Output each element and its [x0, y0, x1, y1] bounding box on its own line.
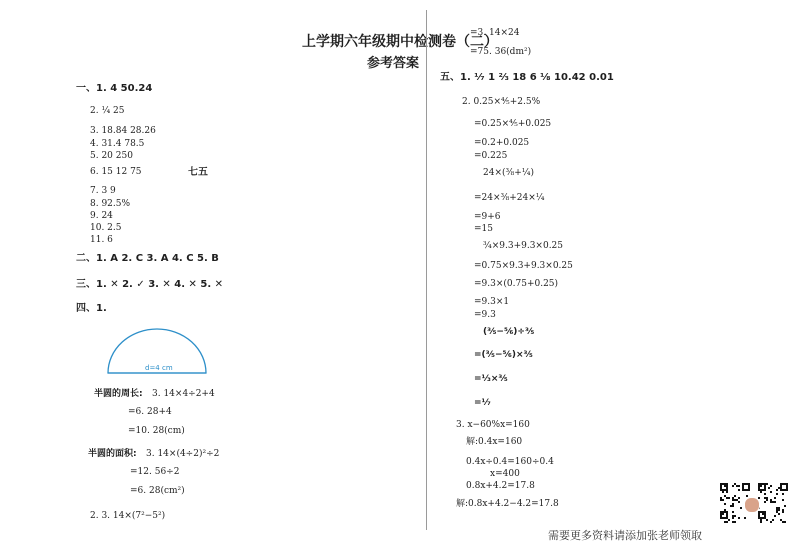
qr-module — [774, 501, 776, 503]
qr-module — [728, 519, 730, 521]
qr-module — [726, 497, 728, 499]
qr-module — [770, 521, 772, 523]
qr-module — [732, 485, 734, 487]
qr-module — [782, 499, 784, 501]
qr-module — [760, 491, 762, 493]
qr-module — [778, 513, 780, 515]
calc-line: 2. 0.25×⅘+2.5% — [462, 97, 541, 107]
qr-module — [760, 517, 762, 519]
answer-line: 3. 18.84 28.26 — [90, 126, 156, 136]
calc-line: =24×⅜+24×¼ — [474, 193, 545, 203]
calc-line: =12. 56÷2 — [130, 467, 180, 477]
calc-line: 0.4x÷0.4=160÷0.4 — [466, 457, 554, 467]
qr-module — [776, 493, 778, 495]
qr-module — [770, 491, 772, 493]
qr-module — [774, 515, 776, 517]
answer-line: 8. 92.5% — [90, 199, 131, 209]
diagram-label: d=4 cm — [145, 364, 173, 372]
answer-line: 2. ¼ 25 — [90, 106, 125, 116]
answer-line: 7. 3 9 — [90, 186, 116, 196]
page-subtitle: 参考答案 — [367, 56, 420, 71]
calc-line: 24×(⅜+¼) — [483, 168, 535, 178]
qr-module — [740, 507, 742, 509]
answer-line: 11. 6 — [90, 235, 113, 245]
section-4-q1: 四、1. — [76, 303, 107, 314]
qr-module — [728, 497, 730, 499]
calc-line: 解:0.4x=160 — [466, 437, 523, 447]
calc-line: =0.225 — [474, 151, 508, 161]
qr-module — [722, 499, 724, 501]
calc-line: 3. 14×4÷2+4 — [152, 389, 215, 399]
qr-module — [726, 491, 728, 493]
qr-module — [738, 501, 740, 503]
qr-module — [764, 501, 766, 503]
qr-module — [768, 487, 770, 489]
qr-module — [764, 511, 766, 513]
avatar — [744, 497, 760, 513]
calc-line: =⅓×⅗ — [474, 374, 508, 384]
qr-module — [726, 513, 728, 515]
qr-module — [780, 519, 782, 521]
qr-module — [766, 499, 768, 501]
calc-line: =0.2+0.025 — [474, 138, 530, 148]
qr-module — [738, 489, 740, 491]
qr-module — [780, 487, 782, 489]
qr-module — [720, 499, 722, 501]
qr-module — [764, 515, 766, 517]
qr-module — [724, 483, 726, 485]
calc-line: (⅗−⅚)÷⅗ — [483, 327, 535, 337]
qr-module — [778, 507, 780, 509]
qr-module — [784, 521, 786, 523]
qr-module — [742, 489, 744, 491]
calc-line: =9+6 — [474, 212, 501, 222]
qr-module — [782, 493, 784, 495]
answer-line: 9. 24 — [90, 211, 113, 221]
qr-module — [772, 519, 774, 521]
calc-line: =6. 28+4 — [128, 407, 172, 417]
qr-module — [776, 489, 778, 491]
calc-line: 3. 14×(4÷2)²÷2 — [146, 449, 220, 459]
qr-module — [766, 519, 768, 521]
qr-module — [758, 513, 760, 515]
qr-module — [734, 499, 736, 501]
calc-line: 0.8x+4.2=17.8 — [466, 481, 535, 491]
qr-module — [784, 505, 786, 507]
qr-module — [782, 521, 784, 523]
section-1-q1: 一、1. 4 50.24 — [76, 83, 153, 94]
qr-module — [734, 521, 736, 523]
qr-module — [732, 517, 734, 519]
qr-module — [720, 489, 722, 491]
qr-module — [774, 497, 776, 499]
qr-module — [770, 501, 772, 503]
qr-module — [732, 505, 734, 507]
calc-line: =15 — [474, 224, 493, 234]
qr-module — [726, 521, 728, 523]
qr-module — [770, 499, 772, 501]
semicircle-diagram — [100, 318, 215, 380]
answer-line: 10. 2.5 — [90, 223, 122, 233]
calc-line: =⅐ — [474, 398, 491, 408]
qr-module — [724, 503, 726, 505]
qr-module — [784, 489, 786, 491]
qr-module — [738, 497, 740, 499]
qr-module — [734, 495, 736, 497]
qr-module — [722, 513, 724, 515]
qr-module — [720, 497, 722, 499]
answer-line: 4. 31.4 78.5 — [90, 139, 145, 149]
qr-module — [722, 491, 724, 493]
calc-line: =0.25×⅘+0.025 — [474, 119, 552, 129]
qr-module — [724, 495, 726, 497]
qr-module — [738, 485, 740, 487]
calc-line: 解:0.8x+4.2−4.2=17.8 — [456, 499, 559, 509]
calc-line: ¾×9.3+9.3×0.25 — [483, 241, 564, 251]
section-2-answers: 二、1. A 2. C 3. A 4. C 5. B — [76, 253, 219, 264]
qr-module — [760, 521, 762, 523]
calc-line: =6. 28(cm²) — [130, 486, 185, 496]
qr-module — [732, 511, 734, 513]
calc-line: =75. 36(dm²) — [470, 47, 532, 57]
question-3: 3. x−60%x=160 — [456, 420, 530, 430]
qr-module — [782, 511, 784, 513]
qr-module — [760, 485, 762, 487]
perimeter-label: 半圆的周长: — [94, 389, 143, 399]
qr-module — [764, 493, 766, 495]
question-2: 2. 3. 14×(7²−5²) — [90, 511, 166, 521]
column-divider — [426, 10, 427, 530]
calc-line: =3. 14×24 — [470, 28, 520, 38]
qr-module — [724, 485, 726, 487]
answer-emphasis: 七五 — [188, 167, 208, 178]
section-5-q1: 五、1. ⅐ 1 ⅔ 18 6 ⅛ 10.42 0.01 — [440, 72, 614, 83]
calc-line: =10. 28(cm) — [128, 426, 185, 436]
calc-line: =9.3×(0.75+0.25) — [474, 279, 559, 289]
qr-module — [770, 485, 772, 487]
qr-module — [744, 517, 746, 519]
calc-line: =(⅗−⅚)×⅗ — [474, 350, 533, 360]
qr-module — [778, 509, 780, 511]
qr-module — [736, 485, 738, 487]
calc-line: =9.3 — [474, 310, 496, 320]
qr-module — [724, 509, 726, 511]
qr-module — [766, 483, 768, 485]
qr-module — [722, 517, 724, 519]
answer-line: 5. 20 250 — [90, 151, 133, 161]
qr-module — [738, 517, 740, 519]
calc-line: =9.3×1 — [474, 297, 510, 307]
section-3-answers: 三、1. ✕ 2. ✓ 3. ✕ 4. ✕ 5. ✕ — [76, 279, 224, 290]
answer-line: 6. 15 12 75 — [90, 167, 142, 177]
qr-module — [732, 503, 734, 505]
footer-note: 需要更多资料请添加张老师领取 — [548, 529, 702, 542]
qr-module — [734, 515, 736, 517]
area-label: 半圆的面积: — [88, 449, 137, 459]
qr-module — [762, 483, 764, 485]
calc-line: x=400 — [490, 469, 520, 479]
page-title: 上学期六年级期中检测卷（二） — [302, 34, 498, 50]
qr-module — [730, 505, 732, 507]
qr-module — [776, 509, 778, 511]
calc-line: =0.75×9.3+9.3×0.25 — [474, 261, 573, 271]
